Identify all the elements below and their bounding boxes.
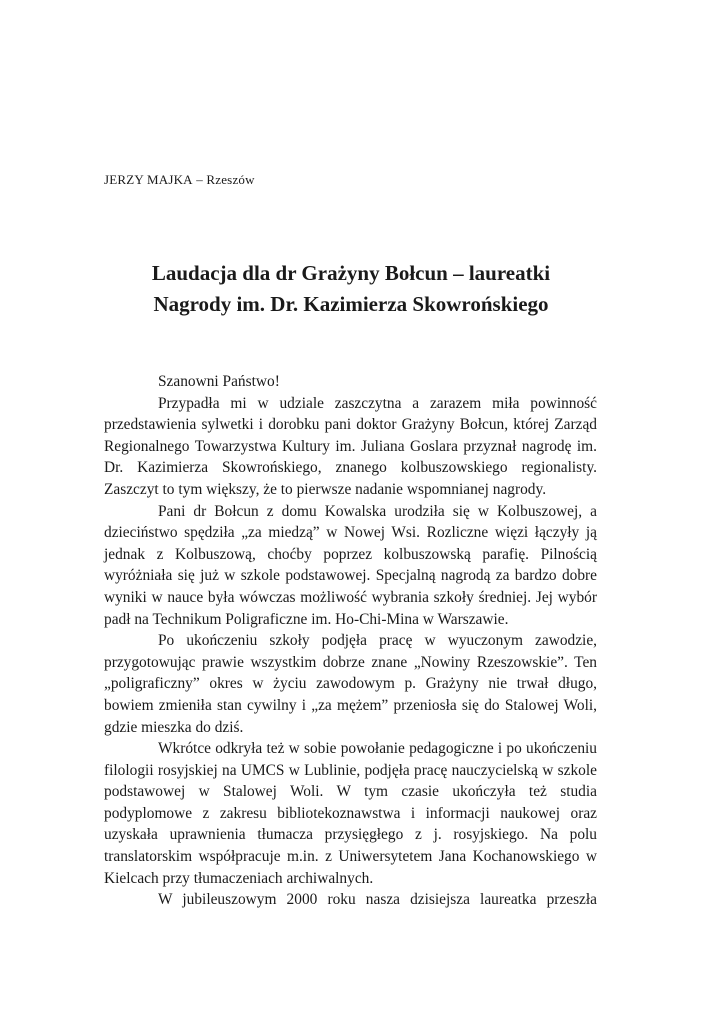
author-name: JERZY MAJKA — [104, 172, 193, 187]
paragraph: Po ukończeniu szkoły podjęła pracę w wyuczonym zawodzie, przygotowując prawie wszystkim dobrze znane „Nowiny Rzeszowskie”. Ten „poligraficzny” okres w życiu zawodowym p. Grażyny nie trwał długo, bowiem zmieniła stan cywilny i „za mężem” przeniosła się do Stalowej Woli, gdzie mieszka do dziś. — [104, 632, 597, 736]
article-body — [104, 371, 597, 911]
paragraph: Wkrótce odkryła też w sobie powołanie pedagogiczne i po ukończeniu filologii rosyjskiej na UMCS w Lublinie, podjęła pracę nauczycielską w szkole podstawowej w Stalowej Woli. W tym czasie ukończyła też studia podyplomowe z zakresu bibliotekoznawstwa i informacji naukowej oraz uzyskała uprawnienia tłumacza przysięgłego z j. rosyjskiego. Na polu translatorskim współpracuje m.in. z Uniwersytetem Jana Kochanowskiego w Kielcach przy tłumaczeniach archiwalnych. — [104, 740, 597, 887]
author-location: Rzeszów — [206, 172, 255, 187]
article-title — [60, 258, 642, 320]
header-separator: – — [192, 172, 207, 187]
running-header — [104, 172, 255, 188]
paragraph: W jubileuszowym 2000 roku nasza dzisiejsza laureatka przeszła — [158, 891, 597, 909]
paragraph-greeting: Szanowni Państwo! — [158, 373, 280, 390]
paragraph: Przypadła mi w udziale zaszczytna a zarazem miła powinność przedstawienia sylwetki i dorobku pani doktor Grażyny Bołcun, której Zarząd Regionalnego Towarzystwa Kultury im. Juliana Goslara przyznał nagrodę im. Dr. Kazimierza Skowrońskiego, znanego kolbuszowskiego regionalisty. Zaszczyt to tym większy, że to pierwsze nadanie wspomnianej nagrody. — [104, 394, 597, 498]
title-line-1: Laudacja dla dr Grażyny Bołcun – laureatki — [151, 261, 551, 285]
paragraph: Pani dr Bołcun z domu Kowalska urodziła się w Kolbuszowej, a dzieciństwo spędziła „za miedzą” w Nowej Wsi. Rozliczne więzi łączyły ją jednak z Kolbuszową, choćby poprzez kolbuszowską parafię. Pilnością wyróżniała się już w szkole podstawowej. Specjalną nagrodą za bardzo dobre wyniki w nauce była wówczas możliwość wybrania szkoły średniej. Jej wybór padł na Technikum Poligraficzne im. Ho-Chi-Mina w Warszawie. — [104, 502, 597, 628]
title-line-2: Nagrody im. Dr. Kazimierza Skowrońskiego — [153, 292, 549, 316]
